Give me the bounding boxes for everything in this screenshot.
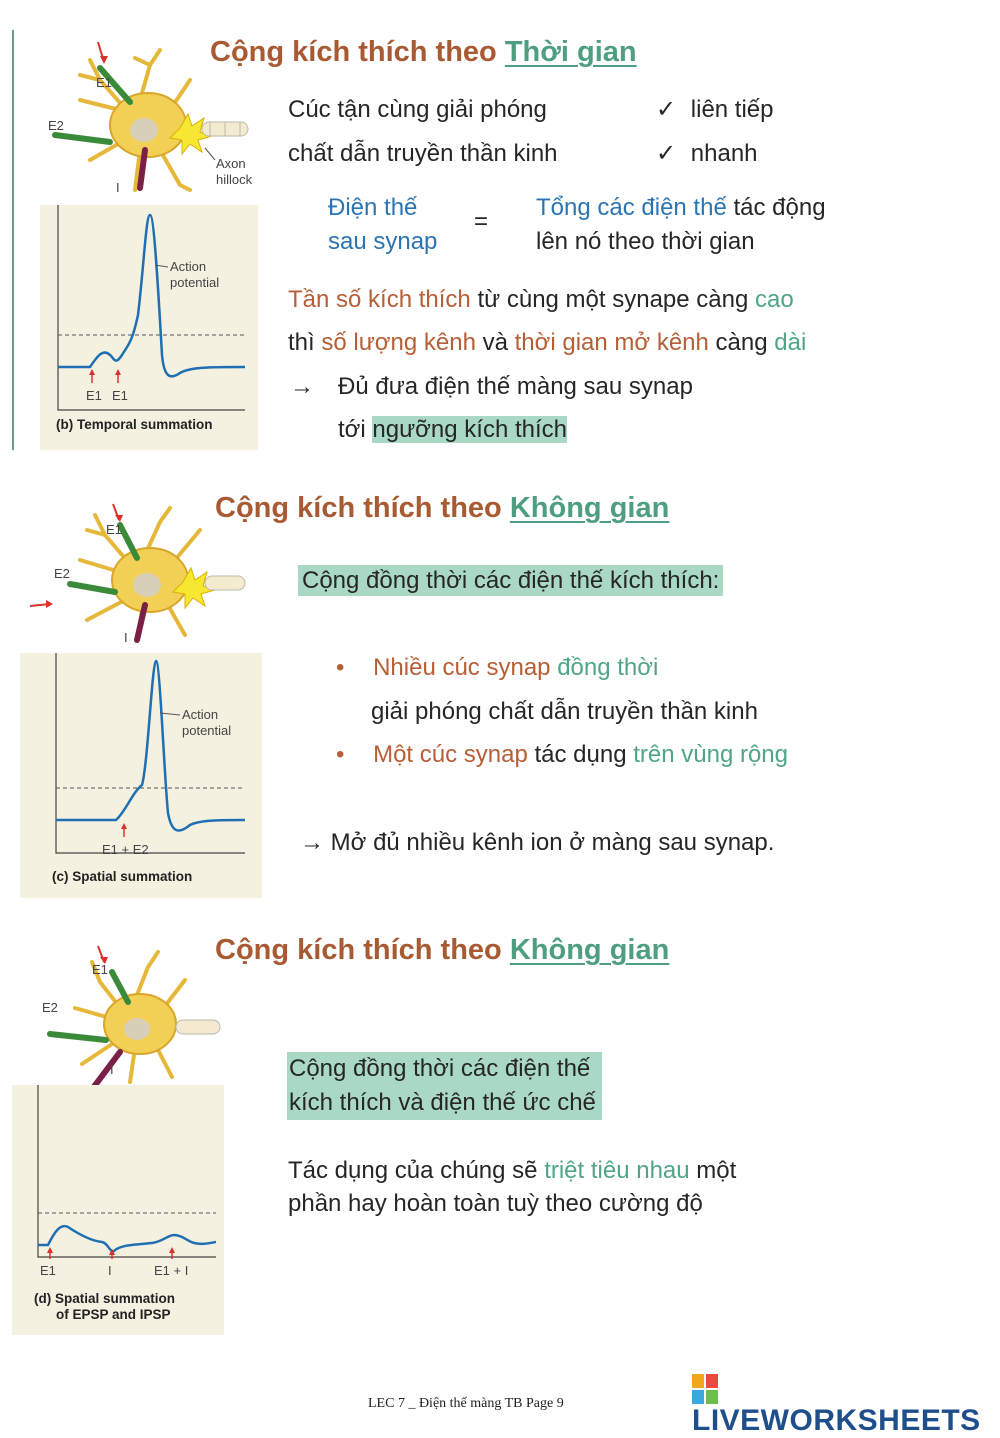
cancel-term: triệt tiêu nhau — [544, 1157, 690, 1184]
section-spatial-epsp-ipsp — [0, 920, 1000, 1340]
stimulus-label-e1-i: E1 + I — [154, 1263, 189, 1278]
figure-caption: (b) Temporal summation — [56, 417, 213, 432]
highlight-line-2: kích thích và điện thế ức chế — [289, 1089, 596, 1116]
label-e1: E1 — [106, 522, 122, 537]
bullet-2-wide: trên vùng rộng — [633, 741, 789, 768]
label-i: I — [124, 630, 128, 645]
title-keyword: Thời gian — [504, 36, 637, 68]
release-line-1: Cúc tận cùng giải phóng — [288, 96, 547, 123]
result-text: tới — [338, 416, 366, 443]
effect-text-a: Tác dụng của chúng sẽ — [288, 1157, 538, 1184]
bullet-dot: • — [336, 654, 345, 681]
label-e1: E1 — [92, 962, 108, 977]
action-potential-label-2: potential — [170, 275, 220, 290]
frequency-high: cao — [755, 286, 794, 313]
check-item-1 — [656, 88, 774, 132]
title-keyword: Không gian — [509, 934, 670, 966]
release-line-2: chất dẫn truyền thần kinh — [288, 140, 558, 167]
channels-long: dài — [774, 329, 807, 356]
spatial-conclusion: → Mở đủ nhiều kênh ion ở màng sau synap. — [300, 829, 775, 856]
action-potential-label-2: potential — [182, 723, 232, 738]
figure-caption-line-2: of EPSP and IPSP — [56, 1307, 171, 1322]
stimulus-label-2: E1 — [112, 388, 128, 403]
section-temporal — [0, 0, 1000, 460]
bullet-1-line-2: giải phóng chất dẫn truyền thần kinh — [371, 698, 758, 725]
section-title — [215, 492, 669, 525]
logo-icon — [692, 1374, 718, 1404]
neuron-illustration-epsp-ipsp — [30, 942, 230, 1092]
frequency-term: Tần số kích thích — [288, 286, 471, 313]
result-arrow: → — [290, 373, 314, 400]
label-e2: E2 — [48, 118, 64, 133]
bullet-dot: • — [336, 741, 345, 768]
spatial-highlight: Cộng đồng thời các điện thế kích thích: — [298, 565, 723, 596]
equation-right-2: lên nó theo thời gian — [536, 228, 755, 255]
bullet-2 — [336, 733, 788, 777]
effect-text-c: một — [696, 1157, 737, 1184]
frequency-line — [288, 278, 794, 322]
bullet-1-term: Nhiều cúc synap — [373, 654, 551, 681]
bullet-1-simultaneous: đồng thời — [557, 654, 659, 681]
spatial-highlight-line — [298, 559, 723, 603]
bullet-2-text: tác dụng — [534, 741, 627, 768]
temporal-summation-figure — [40, 205, 258, 450]
check-text: nhanh — [690, 140, 758, 167]
channels-text-a: thì — [288, 329, 315, 356]
channels-open-time: thời gian mở kênh — [514, 329, 709, 356]
liveworksheets-logo — [692, 1374, 1000, 1438]
stimulus-label: E1 + E2 — [102, 842, 149, 857]
equation-left-2: sau synap — [328, 228, 438, 255]
bullet-2-term: Một cúc synap — [373, 741, 528, 768]
equation-right-rest: tác động — [733, 194, 826, 221]
section-spatial — [0, 470, 1000, 910]
channels-text-e: càng — [715, 329, 768, 356]
stimulus-label-e1: E1 — [40, 1263, 56, 1278]
result-line-1: Đủ đưa điện thế màng sau synap — [338, 373, 693, 400]
title-prefix: Cộng kích thích theo — [210, 36, 497, 68]
spatial-summation-graph — [20, 653, 262, 898]
result-line-2 — [338, 408, 567, 452]
check-icon: ✓ — [656, 96, 677, 123]
effect-line-2: phần hay hoàn toàn tuỳ theo cường độ — [288, 1190, 703, 1217]
label-hillock: hillock — [216, 172, 253, 187]
section-title — [210, 36, 637, 69]
logo-text: LIVEWORKSHEETS — [692, 1404, 981, 1437]
title-prefix: Cộng kích thích theo — [215, 934, 502, 966]
channels-text-c: và — [482, 329, 508, 356]
action-potential-label-1: Action — [170, 259, 207, 274]
epsp-ipsp-summation-figure — [12, 1085, 224, 1335]
figure-caption: (c) Spatial summation — [52, 869, 193, 884]
label-i: I — [110, 1062, 114, 1077]
label-axon: Axon — [216, 156, 246, 171]
label-i: I — [116, 180, 120, 195]
label-e2: E2 — [54, 566, 70, 581]
section-title — [215, 934, 669, 967]
highlight-line-1: Cộng đồng thời các điện thế — [289, 1055, 591, 1082]
action-potential-label-1: Action — [182, 707, 219, 722]
label-e1: E1 — [96, 75, 112, 90]
check-text: liên tiếp — [690, 96, 774, 123]
check-item-2 — [656, 132, 758, 176]
equation-left-1: Điện thế — [328, 194, 418, 221]
title-prefix: Cộng kích thích theo — [215, 492, 502, 524]
label-e2: E2 — [42, 1000, 58, 1015]
bullet-1 — [336, 646, 658, 690]
figure-caption-line-1: (d) Spatial summation — [34, 1291, 176, 1306]
equals-sign: = — [474, 208, 489, 235]
threshold-highlight: ngưỡng kích thích — [372, 416, 567, 443]
channels-count: số lượng kênh — [321, 329, 476, 356]
temporal-summation-graph — [40, 205, 258, 450]
channels-line — [288, 321, 806, 365]
stimulus-label-i: I — [108, 1263, 112, 1278]
page-footer: LEC 7 _ Điện thế màng TB Page 9 — [368, 1396, 564, 1411]
epsp-ipsp-highlight — [287, 1052, 602, 1120]
check-icon: ✓ — [656, 140, 677, 167]
title-keyword: Không gian — [509, 492, 670, 524]
equation-right-blue: Tổng các điện thế — [536, 194, 727, 221]
frequency-text: từ cùng một synape càng — [477, 286, 749, 313]
stimulus-label-1: E1 — [86, 388, 102, 403]
spatial-summation-figure — [20, 653, 262, 898]
